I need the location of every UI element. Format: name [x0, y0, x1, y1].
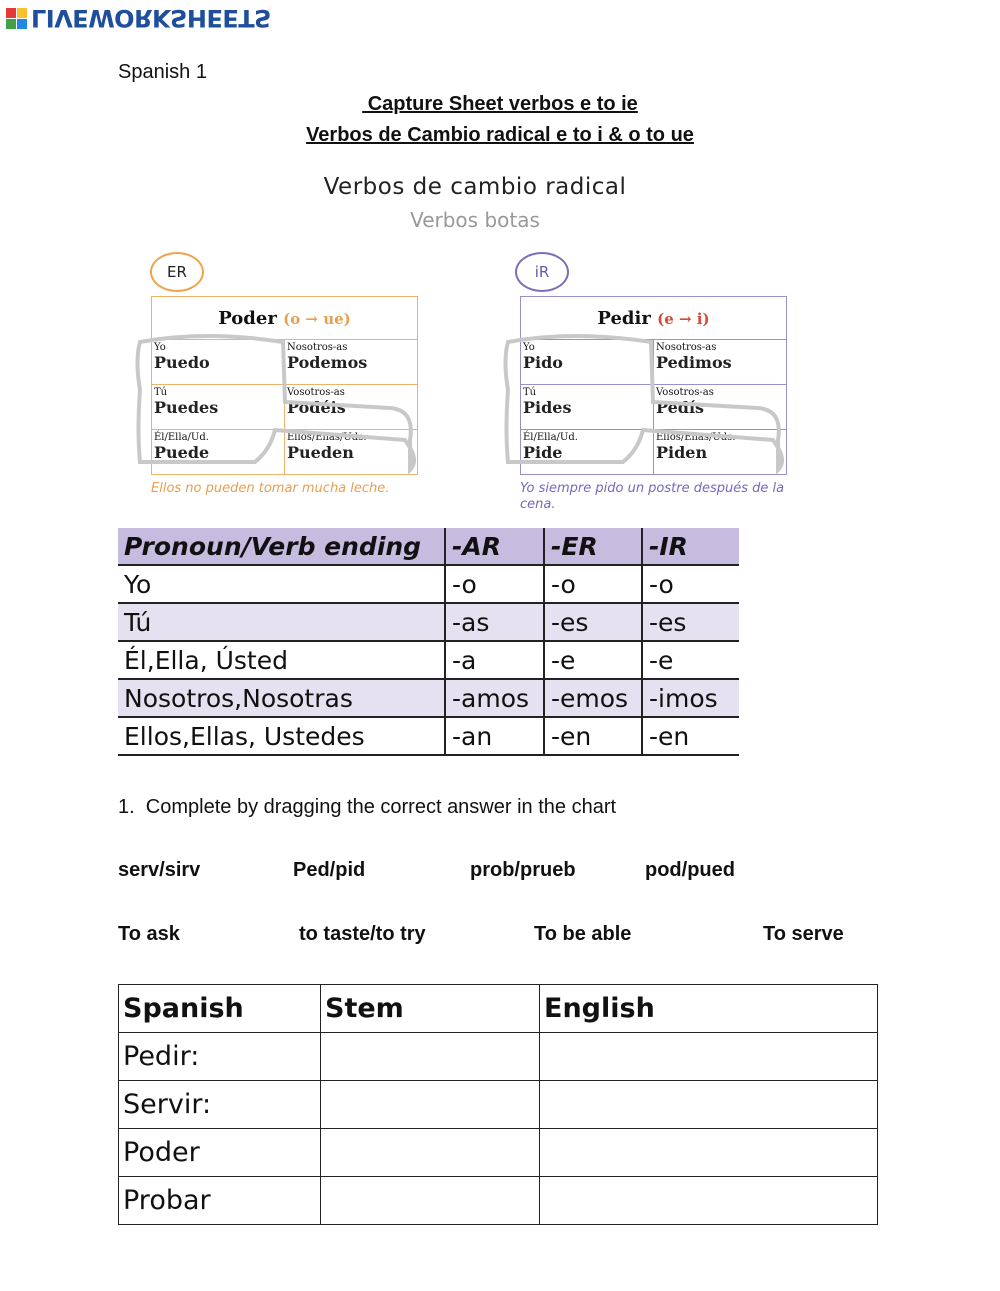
- endings-cell: -imos: [642, 679, 739, 717]
- english-drop-zone[interactable]: [540, 1129, 878, 1177]
- english-option-to-be-able[interactable]: To be able: [534, 923, 632, 945]
- poder-rule: (o → ue): [283, 309, 351, 328]
- endings-cell: Ellos,Ellas, Ustedes: [118, 717, 445, 755]
- pedir-rule: (e → i): [657, 309, 710, 328]
- stem-option-pod[interactable]: pod/pued: [645, 859, 735, 881]
- logo-blocks-icon: [6, 8, 27, 29]
- endings-cell: -es: [544, 603, 642, 641]
- endings-header-row: [118, 528, 739, 565]
- verb-endings-table: [118, 528, 739, 756]
- poder-header: [152, 297, 418, 340]
- english-drop-zone[interactable]: [540, 1081, 878, 1129]
- stem-drop-zone[interactable]: [321, 1081, 540, 1129]
- endings-cell: -e: [544, 641, 642, 679]
- answer-header-row: [119, 985, 878, 1033]
- poder-cell: Ellos/Ellas/Uds. Pueden: [285, 430, 418, 475]
- answer-table: [118, 984, 878, 1225]
- english-drop-zone[interactable]: [540, 1177, 878, 1225]
- endings-cell: -es: [642, 603, 739, 641]
- table-row: [119, 1033, 878, 1081]
- pedir-cell: Tú Pides: [521, 385, 654, 430]
- poder-cell: Nosotros-as Podemos: [285, 340, 418, 385]
- answer-verb-label: Servir:: [119, 1081, 321, 1129]
- answer-verb-label: Pedir:: [119, 1033, 321, 1081]
- endings-cell: -a: [445, 641, 544, 679]
- subject-label: Spanish 1: [118, 61, 207, 83]
- endings-cell: -o: [445, 565, 544, 603]
- page-title: Capture Sheet verbos e to ie: [362, 93, 638, 115]
- english-option-to-serve[interactable]: To serve: [763, 923, 844, 945]
- answer-header-stem: Stem: [321, 985, 540, 1033]
- endings-header-cell: -ER: [544, 528, 642, 565]
- pedir-conjugation-table: [520, 296, 787, 475]
- pedir-cell: Vosotros-as Pedís: [654, 385, 787, 430]
- endings-cell: -emos: [544, 679, 642, 717]
- endings-cell: -an: [445, 717, 544, 755]
- answer-header-spanish: Spanish: [119, 985, 321, 1033]
- stem-drop-zone[interactable]: [321, 1177, 540, 1225]
- endings-cell: -amos: [445, 679, 544, 717]
- stem-option-ped[interactable]: Ped/pid: [293, 859, 366, 881]
- answer-verb-label: Probar: [119, 1177, 321, 1225]
- endings-cell: -e: [642, 641, 739, 679]
- endings-cell: Él,Ella, Ústed: [118, 641, 445, 679]
- liveworksheets-logo: [6, 4, 271, 32]
- pedir-cell: Yo Pido: [521, 340, 654, 385]
- table-row: [118, 603, 739, 641]
- answer-header-english: English: [540, 985, 878, 1033]
- answer-verb-label: Poder: [119, 1129, 321, 1177]
- endings-cell: -o: [642, 565, 739, 603]
- logo-text: LIVEWORKSHEETS: [31, 4, 271, 32]
- english-drop-zone[interactable]: [540, 1033, 878, 1081]
- endings-cell: -en: [642, 717, 739, 755]
- table-row: [118, 565, 739, 603]
- endings-cell: Yo: [118, 565, 445, 603]
- poder-example-sentence: Ellos no pueden tomar mucha leche.: [151, 481, 390, 496]
- pedir-cell: Él/Ella/Ud. Pide: [521, 430, 654, 475]
- ir-badge: iR: [515, 252, 569, 292]
- poder-cell: Yo Puedo: [152, 340, 285, 385]
- endings-cell: Nosotros,Nosotras: [118, 679, 445, 717]
- pedir-header: [521, 297, 787, 340]
- english-option-to-taste[interactable]: to taste/to try: [299, 923, 426, 945]
- pedir-cell: Nosotros-as Pedimos: [654, 340, 787, 385]
- table-row: [118, 679, 739, 717]
- endings-header-cell: -IR: [642, 528, 739, 565]
- pedir-cell: Ellos/Ellas/Uds. Piden: [654, 430, 787, 475]
- stem-option-prob[interactable]: prob/prueb: [470, 859, 576, 881]
- endings-header-cell: Pronoun/Verb ending: [118, 528, 445, 565]
- endings-cell: -o: [544, 565, 642, 603]
- stem-drop-zone[interactable]: [321, 1129, 540, 1177]
- endings-header-cell: -AR: [445, 528, 544, 565]
- poder-cell: Vosotros-as Podéis: [285, 385, 418, 430]
- table-row: [119, 1177, 878, 1225]
- endings-cell: -as: [445, 603, 544, 641]
- endings-cell: -en: [544, 717, 642, 755]
- endings-cell: Tú: [118, 603, 445, 641]
- poder-cell: Él/Ella/Ud. Puede: [152, 430, 285, 475]
- table-row: [119, 1081, 878, 1129]
- pedir-example-sentence: Yo siempre pido un postre después de la cena.: [520, 481, 785, 512]
- english-option-to-ask[interactable]: To ask: [118, 923, 180, 945]
- stem-option-serv[interactable]: serv/sirv: [118, 859, 201, 881]
- page-subtitle: Verbos de Cambio radical e to i & o to ue: [306, 124, 694, 146]
- table-row: [119, 1129, 878, 1177]
- poder-conjugation-table: [151, 296, 418, 475]
- poder-verb: Poder: [218, 307, 277, 329]
- boot-chart-title: Verbos de cambio radical: [323, 174, 627, 200]
- table-row: [118, 717, 739, 755]
- table-row: [118, 641, 739, 679]
- boot-chart-subtitle: Verbos botas: [410, 208, 540, 232]
- instruction-text: 1. Complete by dragging the correct answer in the chart: [118, 796, 617, 818]
- pedir-verb: Pedir: [597, 307, 651, 329]
- poder-cell: Tú Puedes: [152, 385, 285, 430]
- er-badge: ER: [150, 252, 204, 292]
- stem-drop-zone[interactable]: [321, 1033, 540, 1081]
